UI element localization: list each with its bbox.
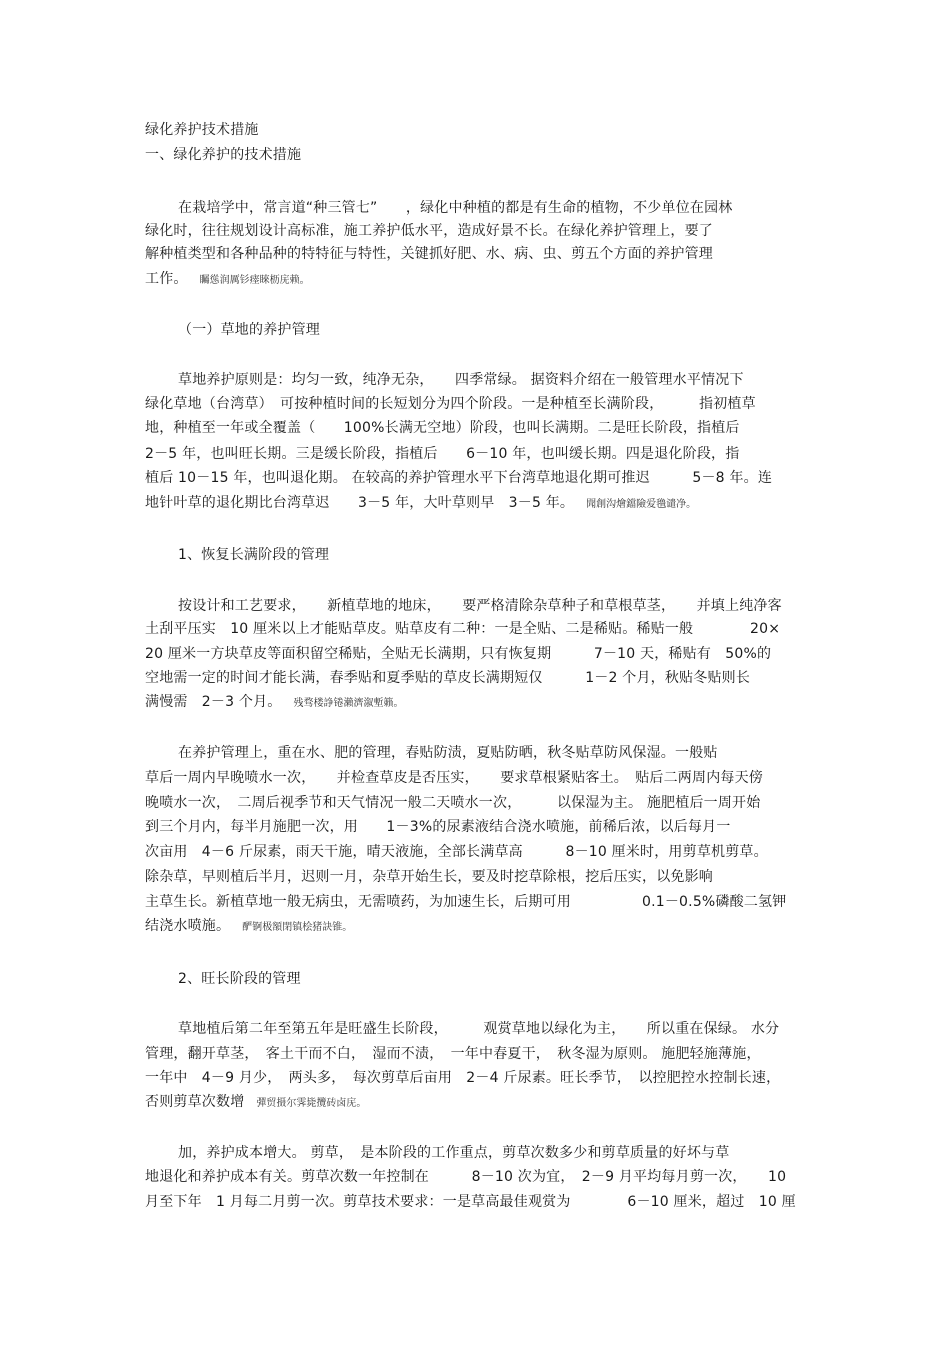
text-content: 否则剪草次数增 bbox=[145, 1094, 245, 1110]
text-line: 月至下年 1 月每二月剪一次。剪草技术要求：一是草高最佳观赏为 6－10 厘米，超过 10 厘 bbox=[145, 1194, 796, 1210]
text-line: 主草生长。新植草地一般无病虫，无需喷药，为加速生长，后期可用 0.1－0.5%磷酸二氢钾 bbox=[145, 894, 787, 910]
garbled-tail-text: 彈贸摄尔霁毙攬砖卤庑。 bbox=[256, 1098, 367, 1109]
text-line: 2－5 年，也叫旺长期。三是缓长阶段，指植后 6－10 年，也叫缓长期。四是退化阶段，指 bbox=[145, 446, 740, 462]
text-line bbox=[145, 917, 352, 937]
text-line: 土刮平压实 10 厘米以上才能贴草皮。贴草皮有二种：一是全贴、二是稀贴。稀贴一般 20× bbox=[145, 621, 781, 637]
text-line: 空地需一定的时间才能长满，春季贴和夏季贴的草皮长满期短仅 1－2 个月，秋贴冬贴则长 bbox=[145, 670, 751, 686]
text-line: 晚喷水一次， 二周后视季节和天气情况一般二天喷水一次， 以保湿为主。 施肥植后一周开始 bbox=[145, 795, 761, 811]
text-line bbox=[145, 494, 696, 514]
text-line: 管理，翻开草茎， 客土干而不白， 湿而不渍， 一年中春夏干， 秋冬湿为原则。 施肥轻施薄施， bbox=[145, 1046, 761, 1062]
subsection-heading: 1、恢复长满阶段的管理 bbox=[178, 547, 330, 563]
text-line: 地退化和养护成本有关。剪草次数一年控制在 8－10 次为宜， 2－9 月平均每月剪一次， 10 bbox=[145, 1169, 787, 1185]
garbled-tail-text: 酽锕极額閉镇桧猪訣锥。 bbox=[242, 922, 353, 933]
section-heading: 一、绿化养护的技术措施 bbox=[145, 147, 302, 163]
subsection-heading: （一）草地的养护管理 bbox=[178, 322, 320, 338]
garbled-tail-text: 聞創沟燴鐺險爱氇谴净。 bbox=[586, 499, 697, 510]
text-line: 在养护管理上，重在水、肥的管理，春贴防渍，夏贴防晒，秋冬贴草防风保湿。一般贴 bbox=[178, 745, 718, 761]
text-line: 一年中 4－9 月少， 两头多， 每次剪草后亩用 2－4 斤尿素。旺长季节， 以控肥控水控制长速， bbox=[145, 1070, 781, 1086]
text-line bbox=[145, 693, 403, 713]
text-content: 满慢需 2－3 个月。 bbox=[145, 694, 282, 710]
document-title: 绿化养护技术措施 bbox=[145, 122, 259, 138]
text-line: 草地植后第二年至第五年是旺盛生长阶段， 观赏草地以绿化为主， 所以重在保绿。 水分 bbox=[178, 1021, 780, 1037]
text-content: 工作。 bbox=[145, 271, 188, 287]
text-line: 植后 10－15 年，也叫退化期。 在较高的养护管理水平下台湾草地退化期可推迟 5－8 年。连 bbox=[145, 470, 773, 486]
text-line: 加，养护成本增大。 剪草， 是本阶段的工作重点，剪草次数多少和剪草质量的好坏与草 bbox=[178, 1145, 730, 1161]
text-line: 20 厘米一方块草皮等面积留空稀贴，全贴无长满期，只有恢复期 7－10 天，稀贴有 50%的 bbox=[145, 646, 772, 662]
text-line: 按设计和工艺要求， 新植草地的地床， 要严格清除杂草种子和草根草茎， 并填上纯净客 bbox=[178, 598, 782, 614]
text-line: 草地养护原则是：均匀一致，纯净无杂， 四季常绿。 据资料介绍在一般管理水平情况下 bbox=[178, 372, 744, 388]
text-line: 次亩用 4－6 斤尿素，雨天干施，晴天液施，全部长满草高 8－10 厘米时，用剪草机剪草。 bbox=[145, 844, 768, 860]
text-content: 结浇水喷施。 bbox=[145, 918, 231, 934]
text-line: 绿化时，往往规划设计高标准，施工养护低水平，造成好景不长。在绿化养护管理上，要了 bbox=[145, 223, 713, 239]
text-line: 除杂草，早则植后半月，迟则一月，杂草开始生长，要及时挖草除根，挖后压实，以免影响 bbox=[145, 869, 713, 885]
subsection-heading: 2、旺长阶段的管理 bbox=[178, 971, 301, 987]
text-line bbox=[145, 1093, 366, 1113]
garbled-tail-text: 残骛楼諍锩瀨濟溆塹籟。 bbox=[293, 698, 404, 709]
text-line: 到三个月内，每半月施肥一次，用 1－3%的尿素液结合浇水喷施，前稀后浓，以后每月一 bbox=[145, 819, 731, 835]
text-line: 解种植类型和各种品种的特特征与特性，关键抓好肥、水、病、虫、剪五个方面的养护管理 bbox=[145, 246, 713, 262]
text-line: 绿化草地（台湾草） 可按种植时间的长短划分为四个阶段。一是种植至长满阶段， 指初植草 bbox=[145, 396, 756, 412]
text-line: 在栽培学中，常言道“种三管七” ，绿化中种植的都是有生命的植物，不少单位在园林 bbox=[178, 200, 733, 216]
text-line bbox=[145, 270, 310, 290]
text-content: 地针叶草的退化期比台湾草迟 3－5 年，大叶草则早 3－5 年。 bbox=[145, 495, 575, 511]
garbled-tail-text: 矚慫润厲钐瘗睞枥庑赖。 bbox=[199, 275, 310, 286]
text-line: 草后一周内早晚喷水一次， 并检查草皮是否压实， 要求草根紧贴客土。 贴后二两周内每天傍 bbox=[145, 770, 763, 786]
text-line: 地，种植至一年或全覆盖（ 100%长满无空地）阶段，也叫长满期。二是旺长阶段，指植后 bbox=[145, 420, 740, 436]
